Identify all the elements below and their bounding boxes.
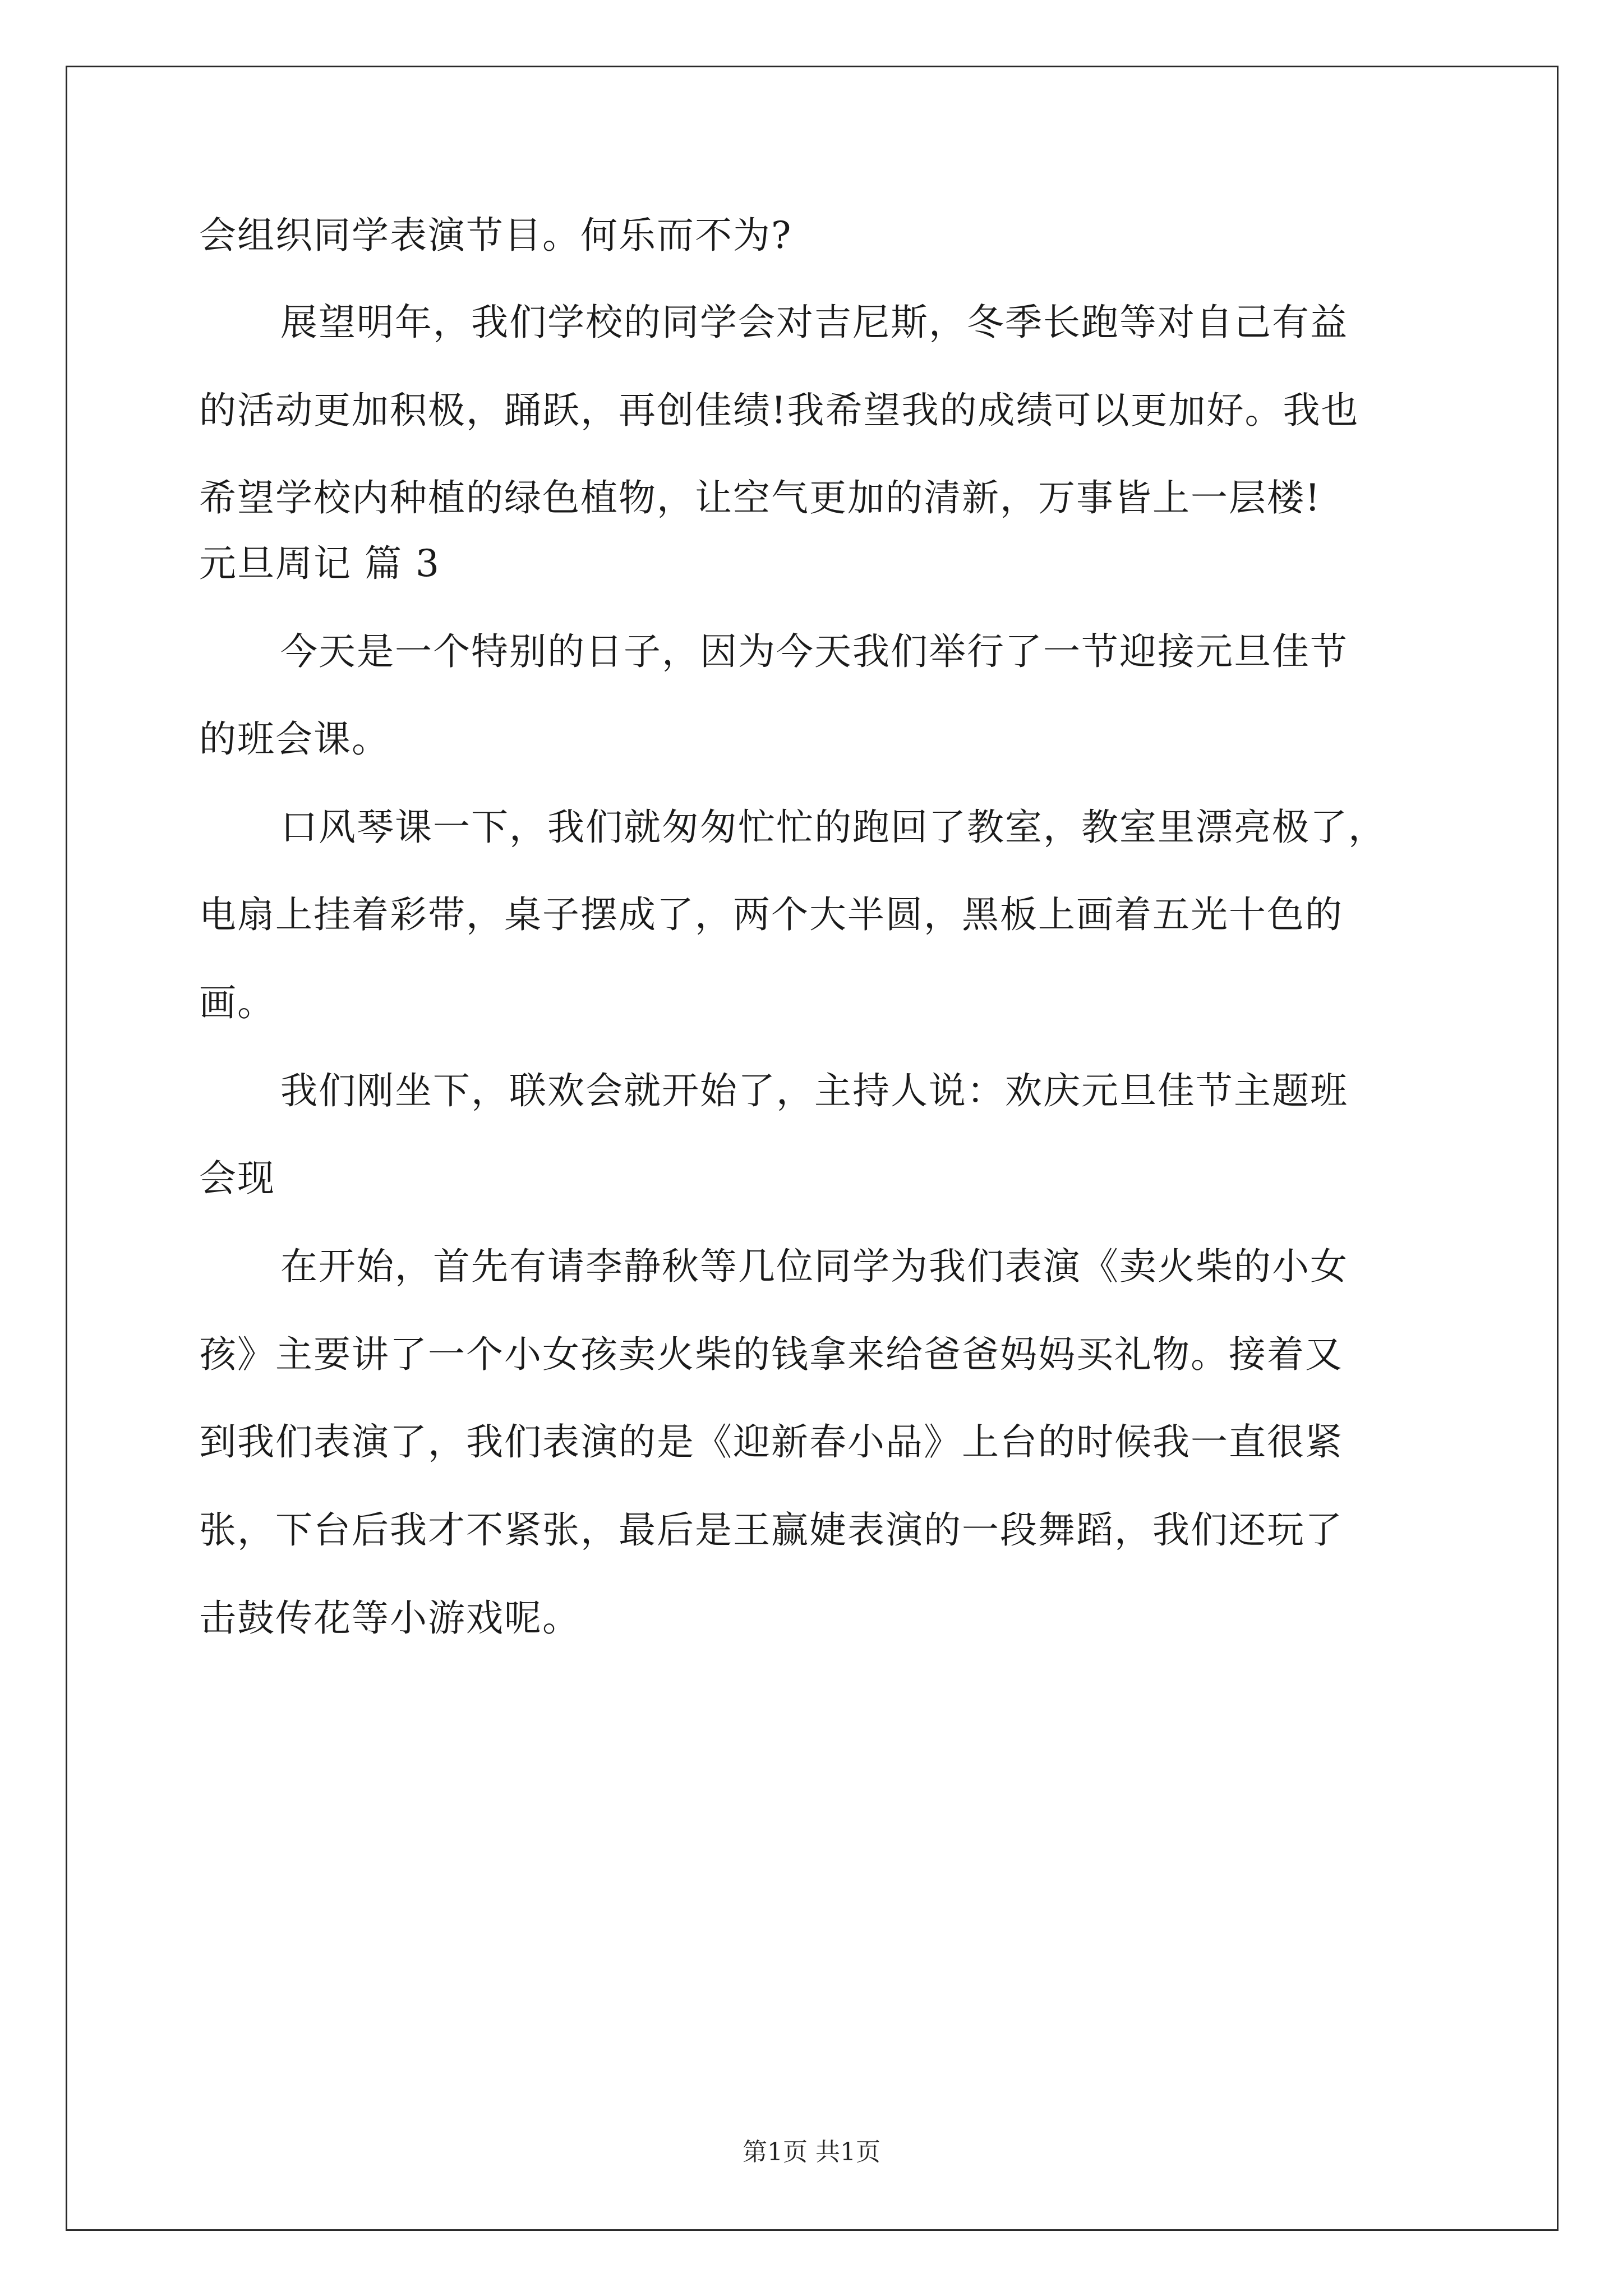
- text-line: 孩》主要讲了一个小女孩卖火柴的钱拿来给爸爸妈妈买礼物。接着又: [199, 1333, 1343, 1376]
- page-number-footer: 第1页 共1页: [743, 2138, 880, 2166]
- text-line: 张，下台后我才不紧张，最后是王赢婕表演的一段舞蹈，我们还玩了: [199, 1508, 1343, 1552]
- text-line: 的活动更加积极，踊跃，再创佳绩!我希望我的成绩可以更加好。我也: [199, 389, 1359, 432]
- paragraph-first-line: 口风琴课一下，我们就匆匆忙忙的跑回了教室，教室里漂亮极了，: [280, 806, 1386, 849]
- text-line: 到我们表演了，我们表演的是《迎新春小品》上台的时候我一直很紧: [199, 1420, 1343, 1464]
- text-line: 击鼓传花等小游戏呢。: [199, 1596, 580, 1640]
- paragraph-first-line: 我们刚坐下，联欢会就开始了，主持人说：欢庆元旦佳节主题班: [280, 1069, 1348, 1112]
- text-line: 电扇上挂着彩带，桌子摆成了，两个大半圆，黑板上画着五光十色的: [199, 893, 1343, 936]
- paragraph-first-line: 今天是一个特别的日子，因为今天我们举行了一节迎接元旦佳节: [280, 630, 1348, 673]
- paragraph-first-line: 在开始，首先有请李静秋等几位同学为我们表演《卖火柴的小女: [280, 1245, 1348, 1288]
- paragraph-first-line: 展望明年，我们学校的同学会对吉尼斯，冬季长跑等对自己有益: [280, 301, 1348, 344]
- section-heading: 元旦周记 篇 3: [199, 542, 440, 585]
- text-line: 会现: [199, 1157, 275, 1200]
- text-line: 会组织同学表演节目。何乐而不为?: [199, 214, 792, 257]
- text-line: 希望学校内种植的绿色植物，让空气更加的清新，万事皆上一层楼!: [199, 476, 1321, 519]
- text-line: 的班会课。: [199, 717, 390, 761]
- text-line: 画。: [199, 981, 275, 1024]
